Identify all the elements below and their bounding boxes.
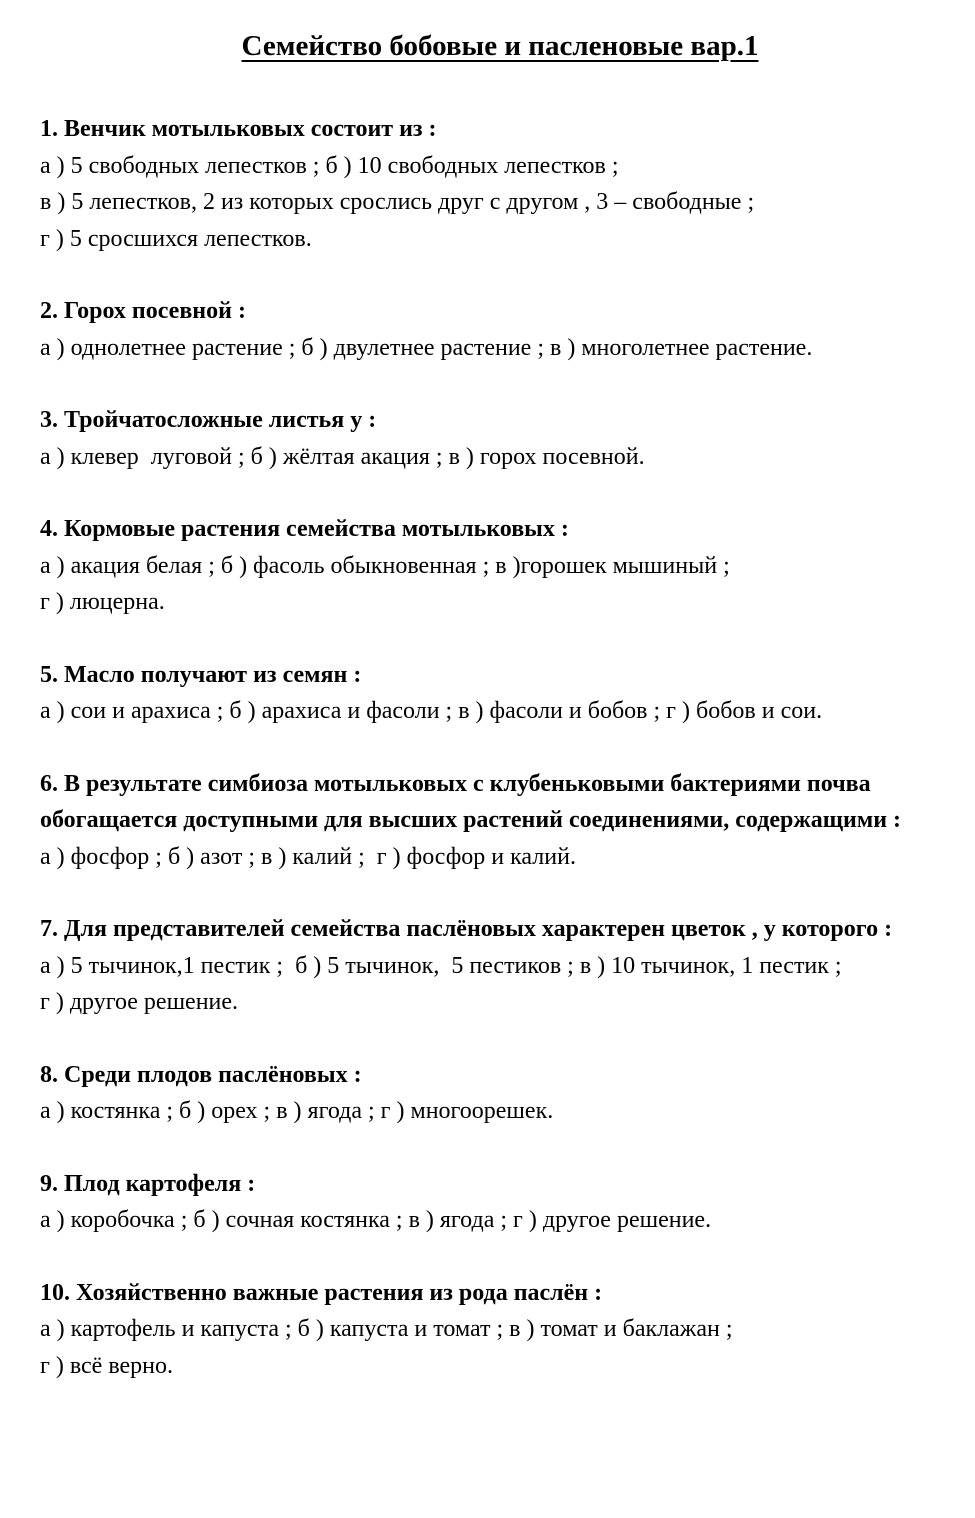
answer-line: а ) коробочка ; б ) сочная костянка ; в ) ягода ; г ) другое решение. [40,1207,712,1233]
answer-line: г ) 5 сросшихся лепестков. [40,225,312,252]
question-text: 4. Кормовые растения семейства мотыльковых : [40,516,569,542]
answer-line: а ) сои и арахиса ; б ) арахиса и фасоли ; в ) фасоли и бобов ; г ) бобов и сои. [40,698,823,724]
question-text: 7. Для представителей семейства паслёновых характерен цветок , у которого : [40,916,893,942]
question-5 [40,657,960,730]
question-4 [40,511,960,621]
question-text: 5. Масло получают из семян : [40,661,362,688]
answer-line: а ) 5 тычинок,1 пестик ; б ) 5 тычинок, 5 пестиков ; в ) 10 тычинок, 1 пестик ; [40,952,842,979]
page-title: Семейство бобовые и пасленовые вар.1 [241,30,759,62]
question-1 [40,111,960,257]
question-text: 6. В результате симбиоза мотыльковых с клубеньковыми бактериями почва обогащается доступными для высших растений соединениями, содержащими : [40,770,902,833]
answer-line: а ) однолетнее растение ; б ) двулетнее растение ; в ) многолетнее растение. [40,334,813,361]
question-2 [40,293,960,366]
question-8 [40,1057,960,1130]
answer-line: а ) акация белая ; б ) фасоль обыкновенная ; в )горошек мышиный ; [40,552,730,579]
question-text: 9. Плод картофеля : [40,1170,256,1197]
answer-line: г ) всё верно. [40,1352,174,1379]
question-7 [40,911,960,1021]
answer-line: а ) клевер луговой ; б ) жёлтая акация ; в ) горох посевной. [40,443,645,470]
answer-line: а ) картофель и капуста ; б ) капуста и томат ; в ) томат и баклажан ; [40,1316,733,1342]
answer-line: г ) другое решение. [40,989,239,1015]
question-9 [40,1166,960,1239]
question-10 [40,1275,960,1385]
answer-line: г ) люцерна. [40,589,165,615]
question-text: 1. Венчик мотыльковых состоит из : [40,116,437,142]
question-list [40,111,960,1420]
question-text: 8. Среди плодов паслёновых : [40,1061,362,1088]
question-text: 10. Хозяйственно важные растения из рода паслён : [40,1279,603,1306]
question-3 [40,402,960,475]
answer-line: а ) 5 свободных лепестков ; б ) 10 свободных лепестков ; [40,152,619,179]
answer-line: а ) костянка ; б ) орех ; в ) ягода ; г ) многоорешек. [40,1098,554,1124]
question-6 [40,766,960,876]
question-text: 2. Горох посевной : [40,298,246,324]
answer-line: в ) 5 лепестков, 2 из которых срослись друг с другом , 3 – свободные ; [40,189,755,215]
answer-line: а ) фосфор ; б ) азот ; в ) калий ; г ) фосфор и калий. [40,843,576,870]
question-text: 3. Тройчатосложные листья у : [40,407,377,433]
